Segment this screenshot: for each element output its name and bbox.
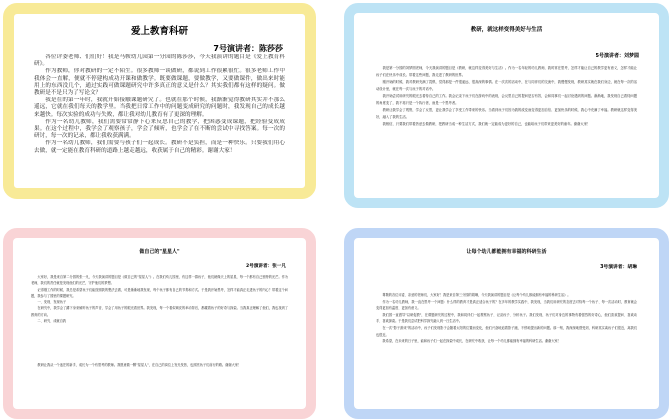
- paragraph: 我们园一直倡导"以研促教"，在课题研究的过程中，我和同伴们一起观察孩子、记录孩子、分析孩子。我们发现，孩子们对身边的事物有着强烈的好奇心，他们喜欢提问、喜欢动手、喜欢探索。于是我们尝试把科学探究融入到一日生活中。: [376, 312, 637, 324]
- speech-card-4: [344, 228, 669, 419]
- paragraph: 在研究中，我学会了蹲下身来倾听孩子的声音，学会了用孩子的眼光看世界。我发现，每一个看似调皮的举动背后，都藏着孩子的好奇与探索。当我真正理解了他们，我也找到了教育的方向。: [31, 306, 288, 317]
- card-title: 做自己的"星星人": [139, 249, 180, 255]
- card-content: [13, 238, 306, 409]
- paragraph: 我开始尝试用研究的眼光去看待自己的工作。我会记录下孩子们在游戏中的表现，会反思自己的提问是否有效，会和同事们一起讨论遇到的问题。渐渐地，我发现自己看待问题的角度变了，我不再只是一个执行者，而是一个思考者。: [376, 94, 637, 105]
- card-body: [376, 65, 637, 190]
- paragraph: 作为一名幼儿教师，我们需要常常静下心来反思自己的教学，把困惑变成课题，把经验变成成果。在这个过程中，我学会了观察孩子，学会了倾听，也学会了在不断的尝试中寻找答案。每一次的研讨，每一次的记录，都让我收获满满。: [34, 118, 285, 140]
- card-body: [34, 54, 285, 182]
- section-heading: 一、发现、发现孩子: [37, 300, 67, 305]
- paragraph: 教研让我从一个迷茫的新手，成长为一个有思考的教师。我愿意做一颗"星星人"，在自己的岗位上发光发热，也照亮孩子们前行的路。谢谢大家！: [37, 363, 242, 368]
- card-content: [354, 238, 659, 409]
- paragraph: 刚开始的时候，我对教研充满了畏惧，觉得那是一件很遥远、很高深的事情。在一次次的活动中，在与同伴们的交流中，我慢慢发现，教研其实就在我们身边，就在每一次的活动设计里，就在每一次与孩子的对话中。: [376, 80, 637, 91]
- speaker-name: 5号演讲者：刘梦圆: [595, 53, 639, 59]
- paragraph: 我相信，只要我们带着热爱去做教研，把教研当成一种生活方式，我们就一定能成为更好的自己，也能给孩子们带来更美好的童年。谢谢大家！: [382, 122, 591, 126]
- speaker-name: 2号演讲者：张一凡: [246, 264, 286, 269]
- speech-card-3: [3, 228, 316, 419]
- speech-card-2: [344, 3, 669, 208]
- paragraph: 在一次"影子游戏"的活动中，孩子们发现影子会随着太阳的位置而变化，他们兴奋地追着影子跑，不停地提出新的问题。那一刻，我深深地感受到，科研其实离孩子们很近，离我们也很近。: [376, 325, 637, 337]
- card-title: 爱上教育科研: [130, 26, 188, 37]
- paragraph: 各位评委老师、们们好！我是马鞍幼儿园第一分园的陈莎莎，今天我演讲的题目是《爱上教育科研》。: [34, 54, 285, 68]
- page-gap: [31, 324, 288, 362]
- speaker-name: 7号演讲者：陈莎莎: [213, 44, 283, 53]
- paragraph: 我是在的第一年时，我就开始接触课题研究了。也就在那个时候，我渐渐觉得教研其实并不那么遥远，它就在我们每天的教学里。当我把日常工作中的问题变成研究的问题时，我发现自己的成长越来越快。每次实验的成功与失败，都让我对幼儿教育有了更深的理解。: [34, 97, 285, 118]
- paragraph: 记得刚工作的时候，我总是希望孩子们能按照我的想法去做，可是渐渐地我发现，每个孩子都有自己的节奏和方式。于是我开始思考，怎样才能真正走进孩子的内心？带着这个问题，我参与了园里的课题研究。: [31, 287, 288, 298]
- paragraph: 我是第一分园的刘梦圆老师，今天我演讲的题目是《教研，就这样变得美好与生活》。作为一名年轻的幼儿教师，我时常在思考，怎样才能让自己的教学更有意义，怎样才能让孩子们在快乐中成长。带着这些问题，我走进了教研的世界。: [376, 66, 637, 77]
- paragraph: 尊敬的各位评委、亲爱的老师们，大家好！我是来自第三分园的胡琳，今天我演讲的题目是《让每个幼儿都能拥有幸福的科研生活》。: [382, 293, 571, 297]
- card-title: 教研，就这样变得美好与生活: [470, 27, 543, 33]
- card-content: [14, 14, 305, 188]
- paragraph: 教研让我学会了观察，学会了反思，更让我学会了享受工作带来的快乐。当看到孩子们因为我的改变而变得更加自信、更加快乐的时候，我心中充满了幸福。教研就这样变得美好，融入了我的生活。: [376, 108, 637, 119]
- paragraph: 作为教师，你对教研的一定不陌生。很多教师一谈做研，都说到工作很累很忙。很多老师工作中我体会一直解，便就不停建构成功开课和做教学。既要做课题，要做教学，又要做课件，做出来时能用上的东西没几个，通过实践可做课题研究中许多真正的意义是什么？其实我们都有这样的疑问。做教研是不是只为了写论文？: [34, 68, 285, 97]
- card-body: [376, 292, 637, 401]
- paragraph: 我希望，在未来的日子里，能和孩子们一起在探索中成长，在研究中收获，让每一个幼儿都能拥有幸福的科研生活。谢谢大家！: [382, 339, 561, 344]
- card-body: [31, 274, 288, 401]
- card-title: 让每个幼儿都能拥有幸福的科研生活: [466, 249, 547, 255]
- paragraph: 作为一名幼儿教师，我们需要与孩子们一起成长。教研不是负担，而是一种快乐。只要我们用心去做，就一定能在教育科研的道路上越走越远，收获属于自己的精彩。谢谢大家！: [34, 140, 285, 154]
- section-heading: 二、研究、成就自我: [37, 319, 67, 324]
- paragraph: 作为一名幼儿教师，我一直在思考一个问题：什么样的教育才是真正适合孩子的？在多年的教学实践中，我发现，当我们用研究的态度去对待每一个孩子、每一次活动时，教育就会变得更加有温度、更加有意义。: [376, 299, 637, 311]
- paragraph: 大家好，我是来自第二分园的张一凡，今天我演讲的题目是《做自己的"星星人"》。在我们幼儿园里，有这样一群孩子，他们就像天上的星星，每一个都有自己独特的光芒。作为老师，我们的责任就是发现他们的光芒，守护他们的梦想。: [31, 275, 288, 286]
- speaker-name: 3号演讲者：胡琳: [600, 265, 637, 270]
- speech-card-1: [3, 3, 316, 199]
- card-content: [354, 13, 659, 198]
